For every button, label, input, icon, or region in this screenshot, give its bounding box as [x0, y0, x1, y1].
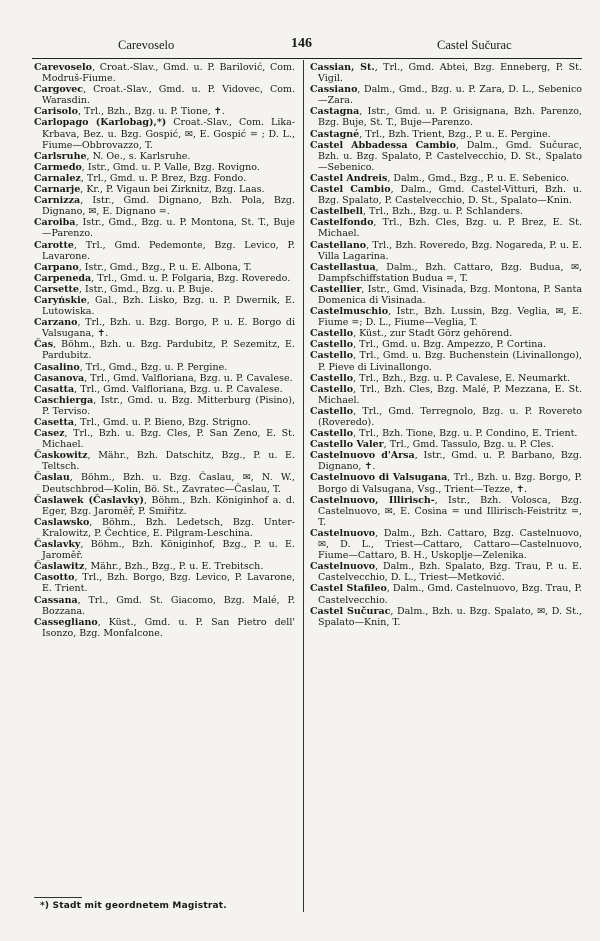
- entry-name: Carlopago (Karlobag),*): [34, 117, 167, 129]
- entry-details: , Trl., Bzh. Cles, Bzg. Malé, P. Mezzana, E. St. Michael.: [318, 383, 582, 406]
- entry-details: , Istr., Bzh. Volosca, Bzg. Castelnuovo, ✉, E. Cosina = und Illirisch-Feistritz =, T.: [318, 494, 582, 528]
- gazetteer-entry: [34, 217, 295, 239]
- gazetteer-entry: [310, 129, 582, 140]
- gazetteer-entry: [310, 373, 582, 384]
- entry-details: , Istr., Gmd., Bzg. u. P. Buje.: [78, 283, 214, 295]
- entry-details: , Istr., Gmd. u. Bzg. Mitterburg (Pisino), P. Terviso.: [42, 394, 295, 417]
- entry-details: , Croat.-Slav., Gmd. u. P. Vidovec, Com. Warasdin.: [42, 84, 295, 107]
- entry-name: Castello: [310, 405, 354, 417]
- entry-details: , Dalm., Gmd. Castel-Vitturi, Bzh. u. Bzg. Spalato, P. Castelvecchio, D. St., Spalato—Knin.: [318, 184, 582, 207]
- entry-details: , Trl., Bzh. Trient, Bzg., P. u. E. Pergine.: [359, 128, 551, 140]
- gazetteer-entry: [310, 62, 582, 84]
- entry-details: Croat.-Slav., Com. Lika-Krbava, Bez. u. Bzg. Gospić, ✉, E. Gospić = ; D. L., Fiume—Obbrovazzo, T.: [42, 117, 295, 151]
- entry-name: Castel Stafileo: [310, 583, 387, 595]
- entry-details: , Trl., Bzh. Roveredo, Bzg. Nogareda, P. u. E. Villa Lagarina.: [318, 239, 582, 262]
- entry-name: Cassiano: [310, 84, 358, 96]
- gazetteer-entry: [310, 206, 582, 217]
- entry-name: Casalino: [34, 361, 80, 373]
- gazetteer-entry: [34, 240, 295, 262]
- entry-name: Časlawitz: [34, 561, 85, 573]
- entry-name: Castel Abbadessa Cambio: [310, 139, 456, 151]
- entry-details: , Trl., Gmd. u. Bzg. Ampezzo, P. Cortina.: [353, 339, 547, 351]
- entry-details: , Trl., Bzh., Bzg. u. P. Schlanders.: [363, 206, 523, 218]
- entry-name: Čas: [34, 339, 54, 351]
- entry-name: Castello: [310, 372, 354, 384]
- entry-name: Cassana: [34, 594, 78, 606]
- entry-details: , Dalm., Gmd. Sučurac, Bzh. u. Bzg. Spalato, P. Castelvecchio, D. St., Spalato—Sebenico.: [318, 139, 582, 173]
- header-first-entry: Carevoselo: [118, 38, 175, 52]
- gazetteer-entry: [310, 406, 582, 428]
- entry-name: Castellier: [310, 283, 362, 295]
- entry-details: , Mähr., Bzh., Bzg., P. u. E. Trebitsch.: [84, 561, 264, 573]
- entry-details: , Istr., Gmd., Bzg., P. u. E. Albona, T.: [78, 261, 252, 273]
- gazetteer-entry: [34, 117, 295, 150]
- gazetteer-entry: [34, 617, 295, 639]
- entry-name: Castello: [310, 383, 354, 395]
- entry-name: Carnalez: [34, 172, 81, 184]
- entry-details: , Dalm., Bzh. Cattaro, Bzg. Budua, ✉, Dampfschiffstation Budua =, T.: [318, 261, 582, 284]
- entry-name: Casotto: [34, 572, 75, 584]
- gazetteer-entry: [310, 384, 582, 406]
- entry-name: Castelnuovo, Illirisch-: [310, 494, 435, 506]
- entry-name: Carisolo: [34, 106, 78, 118]
- running-header: [34, 38, 580, 56]
- entry-name: Carotte: [34, 239, 74, 251]
- entry-name: Cassegliano: [34, 616, 98, 628]
- gazetteer-entry: [310, 262, 582, 284]
- gazetteer-entry: [34, 173, 295, 184]
- entry-details: , Böhm., Bzh. Königinhof, Bzg., P. u. E. Jaroměř.: [42, 539, 295, 562]
- entry-details: , Dalm., Gmd. Castelnuovo, Bzg. Trau, P. Castelvecchio.: [318, 583, 583, 606]
- gazetteer-entry: [34, 395, 295, 417]
- entry-details: , Trl., Gmd. St. Giacomo, Bzg. Malé, P. Bozzana.: [42, 594, 295, 617]
- gazetteer-entry: [310, 217, 582, 239]
- entry-details: , Trl., Bzh., Bzg. u. P. Tione, ✝.: [77, 106, 225, 118]
- entry-details: , Trl., Gmd., Bzg. u. P. Pergine.: [79, 361, 228, 373]
- entry-name: Casetta: [34, 417, 75, 428]
- entry-name: Carnizza: [34, 195, 81, 207]
- gazetteer-entry: [34, 517, 295, 539]
- footnote: *) Stadt mit geordnetem Magistrat.: [40, 901, 227, 911]
- entry-name: Časlavky: [34, 539, 81, 551]
- gazetteer-entry: [310, 528, 582, 561]
- gazetteer-entry: [34, 572, 295, 594]
- entry-details: , Istr., Gmd. Visinada, Bzg. Montona, P. Santa Domenica di Visinada.: [318, 283, 582, 306]
- entry-name: Castello: [310, 339, 354, 351]
- gazetteer-entry: [310, 583, 582, 605]
- page-number: 146: [291, 36, 312, 51]
- entry-name: Castelnuovo: [310, 561, 376, 573]
- gazetteer-entry: [310, 84, 582, 106]
- entry-name: Časkowitz: [34, 450, 88, 462]
- entry-name: Castel Andreis: [310, 172, 388, 184]
- left-column: [34, 62, 295, 639]
- gazetteer-entry: [34, 472, 295, 494]
- entry-details: , Istr., Gmd. u. P. Valle, Bzg. Rovigno.: [81, 161, 260, 173]
- entry-details: , Trl., Gmd. u. P. Bieno, Bzg. Strigno.: [74, 417, 251, 428]
- entry-name: Časlawek (Časlavky): [34, 494, 144, 506]
- gazetteer-entry: [310, 472, 582, 494]
- entry-name: Caroiba: [34, 217, 76, 229]
- entry-name: Cargovec: [34, 84, 84, 96]
- entry-name: Caryńskie: [34, 294, 87, 306]
- entry-details: , Istr., Bzh. Lussin, Bzg. Veglia, ✉, E. Fiume =; D. L., Fiume—Veglia, T.: [318, 306, 582, 329]
- entry-details: , Trl., Bzh., Bzg. u. P. Cavalese, E. Neumarkt.: [353, 372, 571, 384]
- entry-name: Casez: [34, 428, 65, 440]
- gazetteer-entry: [34, 373, 295, 384]
- entry-name: Castello Valer: [310, 439, 384, 451]
- entry-name: Carsette: [34, 283, 79, 295]
- entry-details: , Istr., Gmd. u. P. Barbano, Bzg. Dignano, ✝.: [318, 450, 582, 473]
- entry-details: , Böhm., Bzh. Königinhof a. d. Eger, Bzg. Jaroměř, P. Smiřitz.: [42, 494, 295, 517]
- entry-details: , Trl., Gmd. Terregnolo, Bzg. u. P. Rovereto (Roveredo).: [318, 405, 582, 428]
- entry-details: , Istr., Gmd. u. P. Grisignana, Bzh. Parenzo, Bzg. Buje, St. T., Buje—Parenzo.: [318, 106, 582, 129]
- gazetteer-entry: [310, 350, 582, 372]
- entry-name: Carnarje: [34, 184, 81, 196]
- entry-name: Castel Sučurac: [310, 605, 391, 617]
- entry-details: , Trl., Gmd. Tassulo, Bzg. u. P. Cles.: [383, 439, 554, 451]
- entry-details: , Trl., Gmd. Abtei, Bzg. Enneberg, P. St. Vigil.: [318, 62, 582, 85]
- entry-name: Castellano: [310, 239, 367, 251]
- entry-details: , Trl., Gmd. Pedemonte, Bzg. Levico, P. Lavarone.: [42, 239, 295, 262]
- gazetteer-entry: [34, 362, 295, 373]
- entry-details: , Trl., Bzh. u. Bzg. Cles, P. San Zeno, E. St. Michael.: [42, 428, 295, 451]
- entry-details: , Kr., P. Vigaun bei Zirknitz, Bzg. Laas.: [80, 184, 265, 196]
- gazetteer-entry: [34, 595, 295, 617]
- entry-details: , Dalm., Gmd., Bzg., P. u. E. Sebenico.: [387, 172, 570, 184]
- entry-details: , Küst., Gmd. u. P. San Pietro dell' Isonzo, Bzg. Monfalcone.: [42, 616, 295, 639]
- gazetteer-entry: [310, 184, 582, 206]
- entry-name: Carzano: [34, 317, 78, 329]
- entry-name: Carevoselo: [34, 62, 92, 73]
- entry-details: , Istr., Gmd., Bzg. u. P. Montona, St. T., Buje—Parenzo.: [42, 217, 295, 240]
- column-divider: [303, 60, 304, 912]
- entry-name: Castagna: [310, 106, 360, 118]
- entry-name: Carpano: [34, 261, 79, 273]
- entry-name: Castelmuschio: [310, 306, 389, 318]
- entry-details: , Trl., Gmd. Valfloriana, Bzg. u. P. Cavalese.: [84, 372, 293, 384]
- gazetteer-entry: [34, 384, 295, 395]
- entry-name: Castello: [310, 328, 354, 340]
- entry-details: , Trl., Bzh. u. Bzg. Borgo, P. u. E. Borgo di Valsugana, ✝.: [42, 317, 295, 340]
- gazetteer-entry: [34, 295, 295, 317]
- entry-details: , Böhm., Bzh. u. Bzg. Pardubitz, P. Sezemitz, E. Pardubitz.: [42, 339, 295, 362]
- entry-details: , Trl., Bzh. Borgo, Bzg. Levico, P. Lavarone, E. Trient.: [42, 572, 295, 595]
- gazetteer-entry: [34, 539, 295, 561]
- entry-details: , Trl., Gmd. u. P. Folgaria, Bzg. Roveredo.: [91, 272, 291, 284]
- entry-details: , Trl., Gmd. u. Bzg. Buchenstein (Livinallongo), P. Pieve di Livinallongo.: [318, 350, 582, 373]
- gazetteer-entry: [34, 339, 295, 361]
- gazetteer-entry: [310, 328, 582, 339]
- header-last-entry: Castel Sučurac: [437, 38, 512, 52]
- entry-details: , Dalm., Gmd., Bzg. u. P. Zara, D. L., Sebenico—Zara.: [318, 84, 582, 107]
- gazetteer-entry: [34, 151, 295, 162]
- gazetteer-entry: [34, 428, 295, 450]
- gazetteer-entry: [310, 561, 582, 583]
- entry-details: , Küst., zur Stadt Görz gehörend.: [353, 328, 513, 340]
- entry-name: Castelfondo: [310, 217, 374, 229]
- entry-name: Caschierga: [34, 394, 94, 406]
- entry-name: Castello: [310, 350, 354, 362]
- gazetteer-entry: [34, 561, 295, 572]
- entry-name: Carpeneda: [34, 272, 92, 284]
- entry-name: Castelnuovo: [310, 527, 376, 539]
- gazetteer-entry: [310, 140, 582, 173]
- gazetteer-entry: [310, 173, 582, 184]
- entry-details: , N. Oe., s. Karlsruhe.: [86, 150, 191, 162]
- entry-name: Castel Cambio: [310, 184, 391, 196]
- entry-details: , Trl., Gmd. Valfloriana, Bzg. u. P. Cavalese.: [74, 383, 283, 395]
- entry-details: , Dalm., Bzh. u. Bzg. Spalato, ✉, D. St., Spalato—Knin, T.: [318, 605, 582, 628]
- gazetteer-entry: [310, 606, 582, 628]
- gazetteer-entry: [34, 417, 295, 428]
- entry-details: , Gal., Bzh. Lisko, Bzg. u. P. Dwernik, E. Lutowiska.: [42, 294, 295, 318]
- gazetteer-entry: [310, 428, 582, 439]
- entry-details: , Trl., Bzh. Cles, Bzg. u. P. Brez, E. St. Michael.: [318, 217, 582, 240]
- entry-details: , Trl., Bzh. Tione, Bzg. u. P. Condino, E. Trient.: [353, 428, 578, 440]
- footnote-rule: [34, 897, 82, 898]
- gazetteer-entry: [310, 339, 582, 350]
- gazetteer-entry: [34, 262, 295, 273]
- gazetteer-entry: [34, 106, 295, 117]
- entry-details: , Trl., Bzh. u. Bzg. Borgo, P. Borgo di Valsugana, Vsg., Trient—Tezze, ✝.: [318, 472, 583, 495]
- entry-name: Carlsruhe: [34, 150, 87, 162]
- gazetteer-entry: [34, 162, 295, 173]
- gazetteer-entry: [34, 62, 295, 84]
- entry-details: , Böhm., Bzh. u. Bzg. Časlau, ✉, N. W., Deutschbrod—Kolin, Bö. St., Zavratec—Časlau, T.: [42, 472, 295, 495]
- entry-name: Casanova: [34, 372, 85, 384]
- right-column: [310, 62, 582, 628]
- gazetteer-entry: [34, 195, 295, 217]
- entry-name: Cassian, St.: [310, 62, 375, 73]
- entry-name: Castagné: [310, 128, 360, 140]
- entry-details: , Mähr., Bzh. Datschitz, Bzg., P. u. E. Teltsch.: [42, 450, 295, 473]
- entry-name: Časlau: [34, 472, 70, 484]
- gazetteer-entry: [34, 284, 295, 295]
- entry-details: , Trl., Gmd. u. P. Brez, Bzg. Fondo.: [80, 172, 247, 184]
- entry-details: , Dalm., Bzh. Cattaro, Bzg. Castelnuovo, ✉, D. L., Triest—Cattaro, Cattaro—Castelnuovo, Fiume—Cattaro, B. H., Uskoplje—Zelenika.: [318, 527, 582, 562]
- entry-name: Caslawsko: [34, 516, 90, 528]
- gazetteer-entry: [34, 84, 295, 106]
- entry-name: Castellastua: [310, 261, 376, 273]
- entry-name: Carmedo: [34, 161, 82, 173]
- gazetteer-entry: [310, 240, 582, 262]
- gazetteer-entry: [34, 317, 295, 339]
- entry-name: Casatta: [34, 383, 75, 395]
- entry-details: , Istr., Gmd. Dignano, Bzh. Pola, Bzg. Dignano, ✉, E. Dignano =.: [42, 195, 295, 218]
- entry-name: Castello: [310, 428, 354, 440]
- gazetteer-entry: [310, 284, 582, 306]
- gazetteer-entry: [310, 439, 582, 450]
- gazetteer-entry: [310, 306, 582, 328]
- gazetteer-entry: [34, 184, 295, 195]
- gazetteer-entry: [310, 106, 582, 128]
- entry-name: Castelnuovo di Valsugana: [310, 472, 448, 484]
- header-rule: [32, 58, 582, 59]
- gazetteer-entry: [310, 450, 582, 472]
- entry-details: , Dalm., Bzh. Spalato, Bzg. Trau, P. u. E. Castelvecchio, D. L., Triest—Metković.: [318, 561, 582, 584]
- entry-details: , Croat.-Slav., Gmd. u. P. Barilović, Com. Modruš-Fiume.: [42, 62, 295, 85]
- entry-name: Castelbell: [310, 206, 364, 218]
- entry-name: Castelnuovo d'Arsa: [310, 450, 415, 462]
- gazetteer-entry: [310, 495, 582, 528]
- gazetteer-entry: [34, 273, 295, 284]
- gazetteer-entry: [34, 450, 295, 472]
- entry-details: , Böhm., Bzh. Ledetsch, Bzg. Unter-Kralowitz, P. Čechtice, E. Pilgram-Leschina.: [42, 516, 295, 539]
- gazetteer-entry: [34, 495, 295, 517]
